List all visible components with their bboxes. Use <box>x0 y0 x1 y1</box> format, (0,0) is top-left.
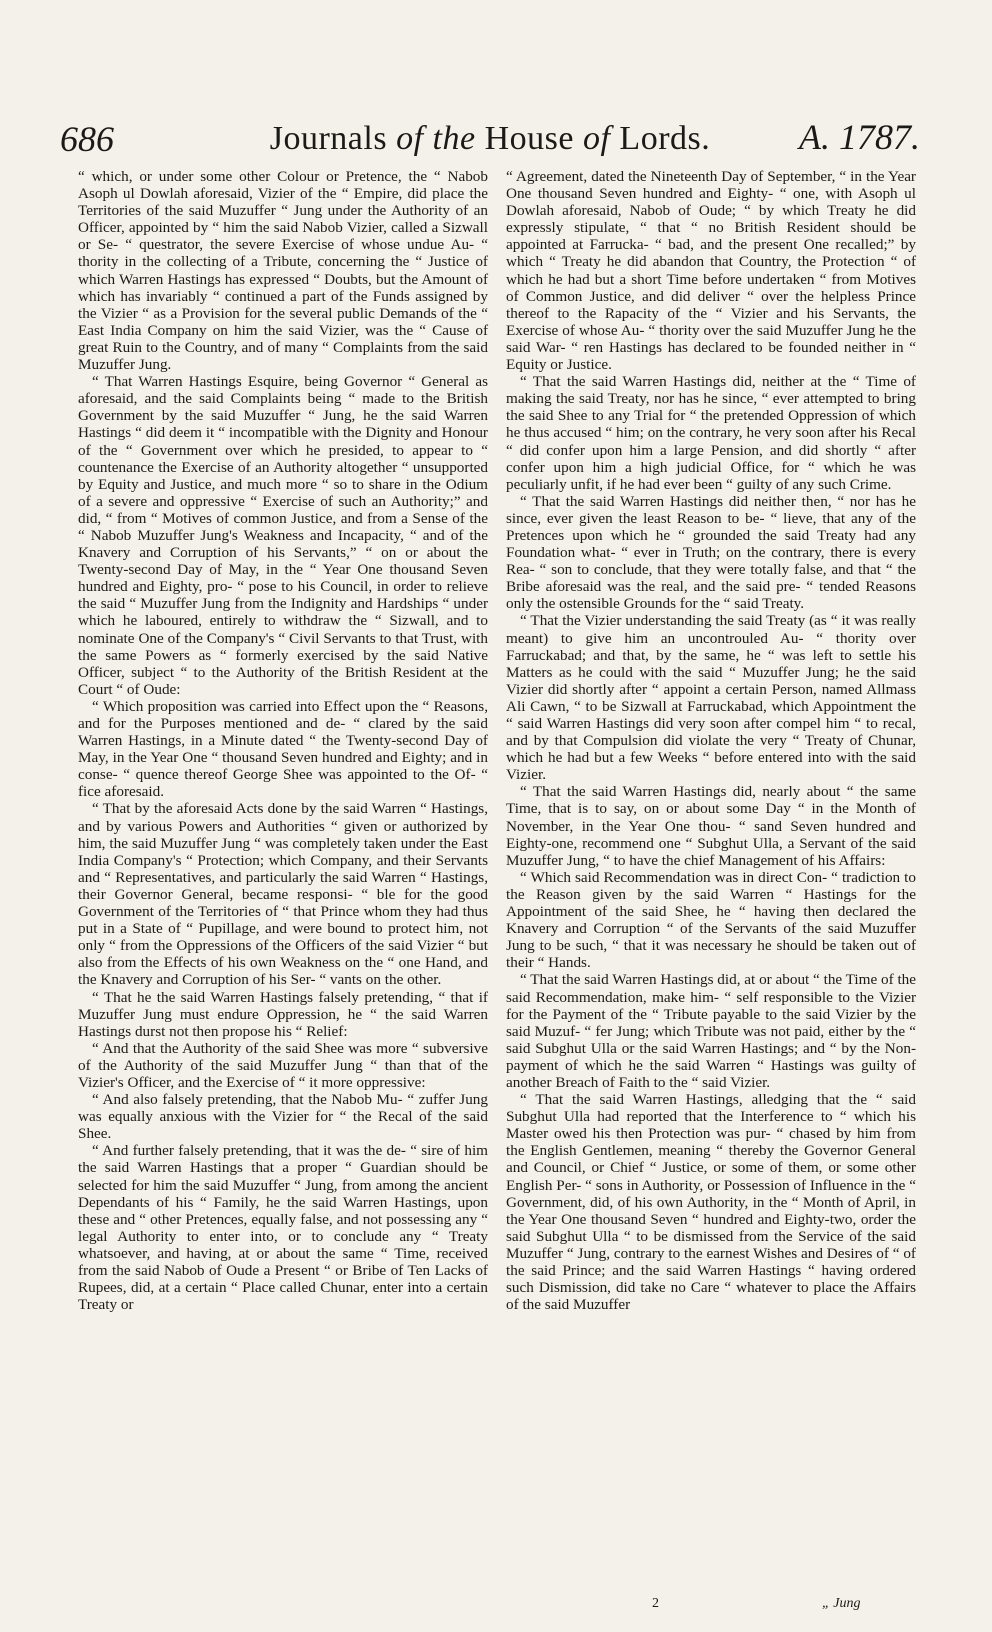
paragraph: “ which, or under some other Colour or Pretence, the “ Nabob Asoph ul Dowlah aforesaid, Vizier of the “ Empire, did place the Territories of the said Muzuffer “ Jung under the Authority of an Officer, appointed by “ him the said Nabob Vizier, called a Sizwall or Se- “ questrator, the severe Exercise of whose undue Au- “ thority in the collecting of a Tribute, concerning the “ Justice of which Warren Hastings has expressed “ Doubts, but the Amount of which has invariably “ continued a part of the Funds assigned by the Vizier “ as a Provision for the several public Demands of the “ East India Company on him the said Vizier, was the “ Cause of great Ruin to the Country, and of many “ Complaints from the said Muzuffer Jung. <box>78 168 488 374</box>
title-word-house: House <box>484 120 574 157</box>
paragraph: “ That the said Warren Hastings did neither then, “ nor has he since, ever given the least Reason to be- “ lieve, that any of the Pretences upon which he “ grounded the said Treaty had any Foundation what- “ ever in Truth; on the contrary, there is every Rea- “ son to conclude, that they were totally false, and that “ the Bribe aforesaid was the real, and the said pre- “ tended Reasons only the ostensible Grounds for the “ said Treaty. <box>506 492 916 613</box>
paragraph: “ That by the aforesaid Acts done by the said Warren “ Hastings, and by various Powers and Authorities “ given or authorized by him, the said Muzuffer Jung “ was completely taken under the East India Company's “ Protection; which Company, and their Servants and “ Representatives, and particularly the said Warren “ Hastings, their Governor General, became responsi- “ ble for the good Government of the Territories of “ that Prince whom they had thus put in a State of “ Pupillage, and were bound to protect him, not only “ from the Oppressions of the Officers of the said Vizier “ but also from the Effects of his own Weakness on the “ one Hand, and the Knavery and Corruption of his Ser- “ vants on the other. <box>78 800 488 989</box>
signature-mark: 2 <box>652 1596 659 1611</box>
paragraph: “ And further falsely pretending, that it was the de- “ sire of him the said Warren Hastings that a proper “ Guardian should be selected for him the said Muzuffer “ Jung, from among the ancient Dependants of his “ Family, he the said Warren Hastings, upon these and “ other Pretences, equally false, and not possessing any “ legal Authority to enter into, or to conclude any “ Treaty whatsoever, and having, at or about the same “ Time, received from the said Nabob of Oude a Present “ or Bribe of Ten Lacks of Rupees, did, at a certain “ Place called Chunar, enter into a certain Treaty or <box>78 1142 488 1314</box>
paragraph: “ That the said Warren Hastings did, nearly about “ the same Time, that is to say, on or about some Day “ in the Month of November, in the Year One thou- “ sand Seven hundred and Eighty-one, recommend one “ Subghut Ulla, a Servant of the said Muzuffer Jung, “ to have the chief Management of his Affairs: <box>506 783 916 869</box>
paragraph: “ And also falsely pretending, that the Nabob Mu- “ zuffer Jung was equally anxious with the Vizier for “ the Recal of the said Shee. <box>78 1091 488 1143</box>
paragraph: “ That the Vizier understanding the said Treaty (as “ it was really meant) to give him an uncontrouled Au- “ thority over Farruckabad; and that, by the same, he “ was left to settle his Matters as he could with the said “ Muzuffer Jung; he the said Vizier did shortly after “ appoint a certain Person, named Allmass Ali Cawn, “ to be Sizwall at Farruckabad, which Appointment the “ said Warren Hastings did very soon after compel him “ to recal, and by that Compulsion did violate the very “ Treaty of Chunar, which he had but a few Weeks “ before entered into with the said Vizier. <box>506 612 916 784</box>
paragraph: “ That the said Warren Hastings did, neither at the “ Time of making the said Treaty, nor has he since, “ ever attempted to bring the said Shee to any Trial for “ the pretended Oppression of which he thus accused “ him; on the contrary, he very soon after his Recal “ did confer upon him a large Pension, and did shortly “ after confer upon him a high judicial Office, for “ which he was peculiarly unfit, if he had ever been “ guilty of any such Crime. <box>506 373 916 493</box>
paragraph: “ Which proposition was carried into Effect upon the “ Reasons, and for the Purposes mentioned and de- “ clared by the said Warren Hastings, in a Minute dated “ the Twenty-second Day of May, in the Year One “ thousand Seven hundred and Eighty; and in conse- “ quence thereof George Shee was appointed to the Of- “ fice aforesaid. <box>78 697 488 801</box>
page-header <box>60 112 920 162</box>
year-marker: A. 1787. <box>799 117 920 157</box>
paragraph: “ Which said Recommendation was in direct Con- “ tradiction to the Reason given by the said Warren “ Hastings for the Appointment of the said Shee, he “ having then declared the Knavery and Corruption “ of the Servants of the said Muzuffer Jung to be such, “ that it was necessary he should be taken out of their “ Hands. <box>506 868 916 972</box>
paragraph: “ And that the Authority of the said Shee was more “ subversive of the Authority of the said Muzuffer Jung “ than that of the Vizier's Officer, and the Exercise of “ it more oppressive: <box>78 1039 488 1091</box>
paragraph: “ That the said Warren Hastings did, at or about “ the Time of the said Recommendation, make him- “ self responsible to the Vizier for the Payment of the “ Tribute payable to the said Vizier by the said Muzuf- “ fer Jung; which Tribute was not paid, either by the “ said Subghut Ulla or the said Warren Hastings; and “ by the Non-payment of which he the said Warren “ Hastings was guilty of another Breach of Faith to the “ said Vizier. <box>506 971 916 1091</box>
running-title <box>60 120 920 158</box>
title-word-journals: Journals <box>269 120 388 157</box>
right-column <box>506 168 916 1313</box>
paragraph: “ Agreement, dated the Nineteenth Day of September, “ in the Year One thousand Seven hundred and Eighty- “ one, with Asoph ul Dowlah aforesaid, Nabob of Oude; “ by which Treaty he did expressly stipulate, “ that “ no British Resident should be appointed at Farrucka- “ bad, and the present One recalled;” by which “ Treaty he did abandon that Country, the Protection “ of which he had but a short Time before undertaken “ from Motives of Common Justice, and did deliver “ over the helpless Prince thereof to the Rapacity of the “ Vizier and his Servants, the Exercise of whose Au- “ thority over the said Muzuffer Jung he the said War- “ ren Hastings has declared to be founded neither in “ Equity or Justice. <box>506 168 916 374</box>
page-number: 686 <box>60 119 114 159</box>
title-word-lords: Lords. <box>619 120 711 157</box>
title-word-of-2: of <box>582 120 611 157</box>
catchword: „ Jung <box>822 1596 861 1611</box>
paragraph: “ That the said Warren Hastings, alledging that the “ said Subghut Ulla had reported that the Interference to “ which his Master owed his then Protection was pur- “ chased by him from the English Gentlemen, meaning “ thereby the Governor General and Council, or Chief “ Justice, or some of them, or some other English Per- “ sons in Authority, or Possession of Influence in the “ Government, did, of his own Authority, in the “ Month of April, in the Year One thousand Seven “ hundred and Eighty-two, order the said Subghut Ulla “ to be dismissed from the Service of the said Muzuffer “ Jung, contrary to the earnest Wishes and Desires of “ of the said Prince; and the said Warren Hastings “ having ordered such Dismission, did take no Care “ whatever to place the Affairs of the said Muzuffer <box>506 1091 916 1314</box>
paragraph: “ That he the said Warren Hastings falsely pretending, “ that if Muzuffer Jung must endure Oppression, he “ the said Warren Hastings durst not then propose his “ Relief: <box>78 988 488 1040</box>
title-word-of: of <box>396 120 424 157</box>
paragraph: “ That Warren Hastings Esquire, being Governor “ General as aforesaid, and the said Complaints being “ made to the British Government by the said Muzuffer “ Jung, he the said Warren Hastings “ did deem it “ incompatible with the Dignity and Honour of the “ Government over which he presided, to appear to “ countenance the Exercise of an Authority altogether “ unsupported by Equity and Justice, and much more “ so to share in the Odium of a severe and oppressive “ Exercise of such an Authority;” and did, “ from “ Motives of common Justice, and from a Sense of the “ Nabob Muzuffer Jung's Weakness and Incapacity, “ and of the Knavery and Corruption of his Servants,” “ on or about the Twenty-second Day of May, in the “ Year One thousand Seven hundred and Eighty, pro- “ pose to his Council, in order to relieve the said “ Muzuffer Jung from the Indignity and Hardships “ under which he laboured, entirely to withdraw the “ Sizwall, and to nominate One of the Company's “ Civil Servants to that Trust, with the same Powers as “ formerly exercised by the said Native Officer, subject “ to the Authority of the British Resident at the Court “ of Oude: <box>78 373 488 698</box>
left-column <box>78 168 488 1313</box>
title-word-the: the <box>432 120 476 157</box>
